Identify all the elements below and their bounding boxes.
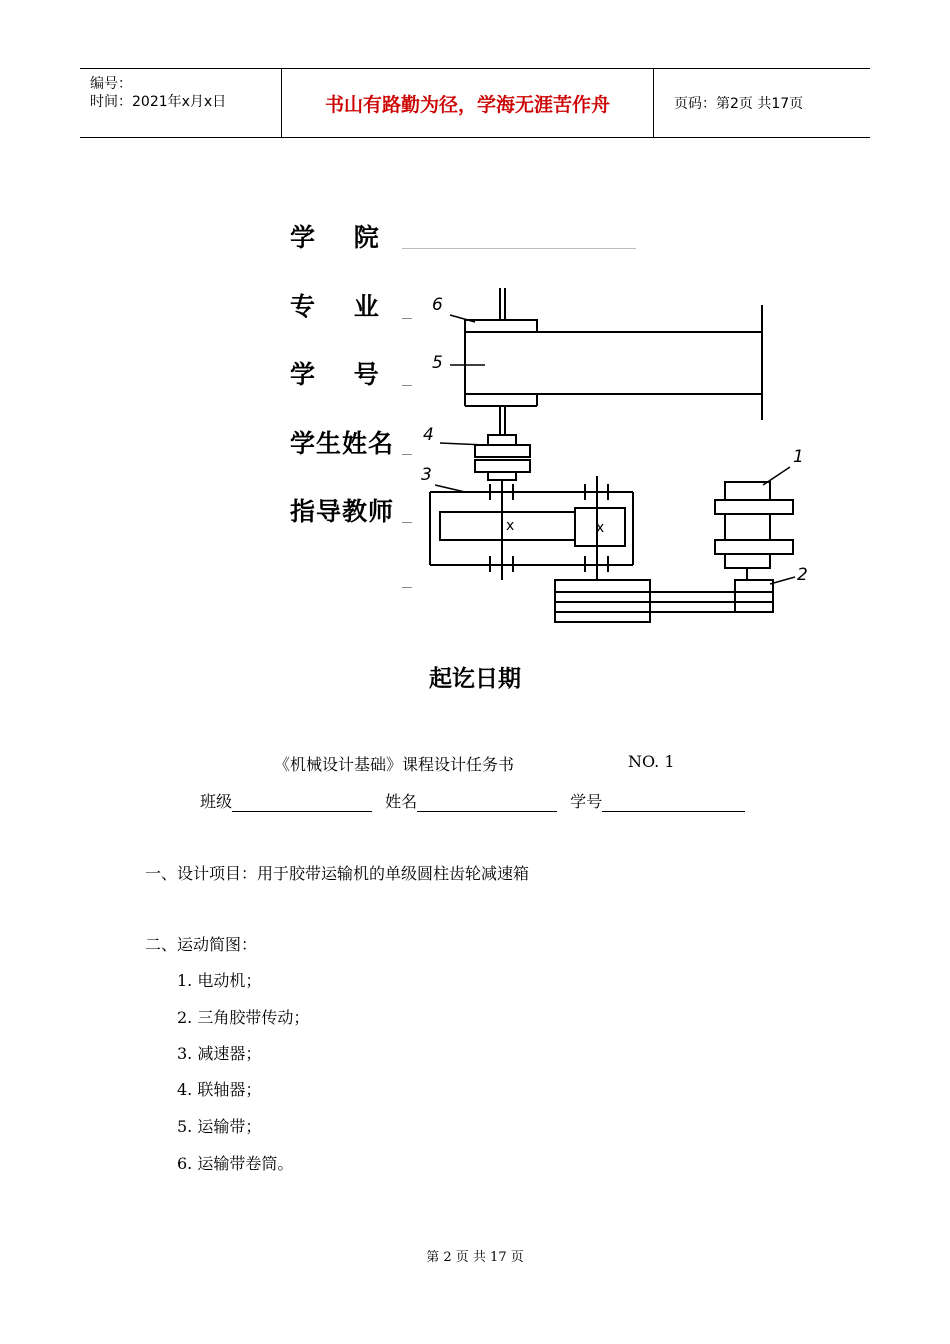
header-left-cell	[80, 69, 282, 137]
list-item: 1. 电动机；	[177, 971, 262, 990]
pinion-mark: x	[596, 520, 605, 536]
list-item: 4. 联轴器；	[177, 1080, 262, 1099]
label-2: 2	[797, 565, 808, 585]
college-label: 学 院	[290, 223, 380, 252]
student-id-label: 学 号	[290, 360, 380, 389]
label-1: 1	[793, 447, 804, 467]
college-underline	[402, 248, 636, 249]
number-label: 编号：	[90, 76, 132, 92]
label-4: 4	[423, 425, 434, 445]
class-label: 班级	[200, 792, 233, 811]
list-item: 6. 运输带卷筒。	[177, 1154, 294, 1173]
project-line: 一、设计项目：用于胶带运输机的单级圆柱齿轮减速箱	[145, 864, 530, 883]
label-5: 5	[432, 353, 443, 373]
time-label: 时间：2021年x月x日	[90, 94, 227, 110]
name-label: 姓名	[385, 792, 418, 811]
major-label: 专 业	[290, 292, 380, 321]
id-label: 学号	[570, 792, 603, 811]
name-field[interactable]	[417, 795, 557, 812]
label-6: 6	[432, 295, 443, 315]
motto: 书山有路勤为径，学海无涯苦作舟	[282, 69, 654, 137]
list-item: 5. 运输带；	[177, 1117, 262, 1136]
page-info: 页码：第2页 共17页	[674, 96, 804, 112]
task-number: NO. 1	[628, 752, 675, 771]
list-item: 2. 三角胶带传动；	[177, 1008, 310, 1027]
student-name-label: 学生姓名	[290, 429, 395, 458]
class-field[interactable]	[232, 795, 372, 812]
page-header	[80, 68, 870, 138]
advisor-label: 指导教师	[290, 497, 395, 526]
dates-label: 起讫日期	[429, 666, 521, 692]
list-item: 3. 减速器；	[177, 1044, 262, 1063]
page-footer: 第 2 页 共 17 页	[426, 1250, 524, 1265]
id-field[interactable]	[602, 795, 745, 812]
kinematic-diagram	[395, 280, 835, 630]
sketch-title: 二、运动简图：	[145, 935, 258, 954]
task-title: 《机械设计基础》课程设计任务书	[274, 755, 515, 774]
label-3: 3	[421, 465, 432, 485]
gear-mark: x	[506, 518, 515, 534]
info-fields	[200, 789, 745, 812]
